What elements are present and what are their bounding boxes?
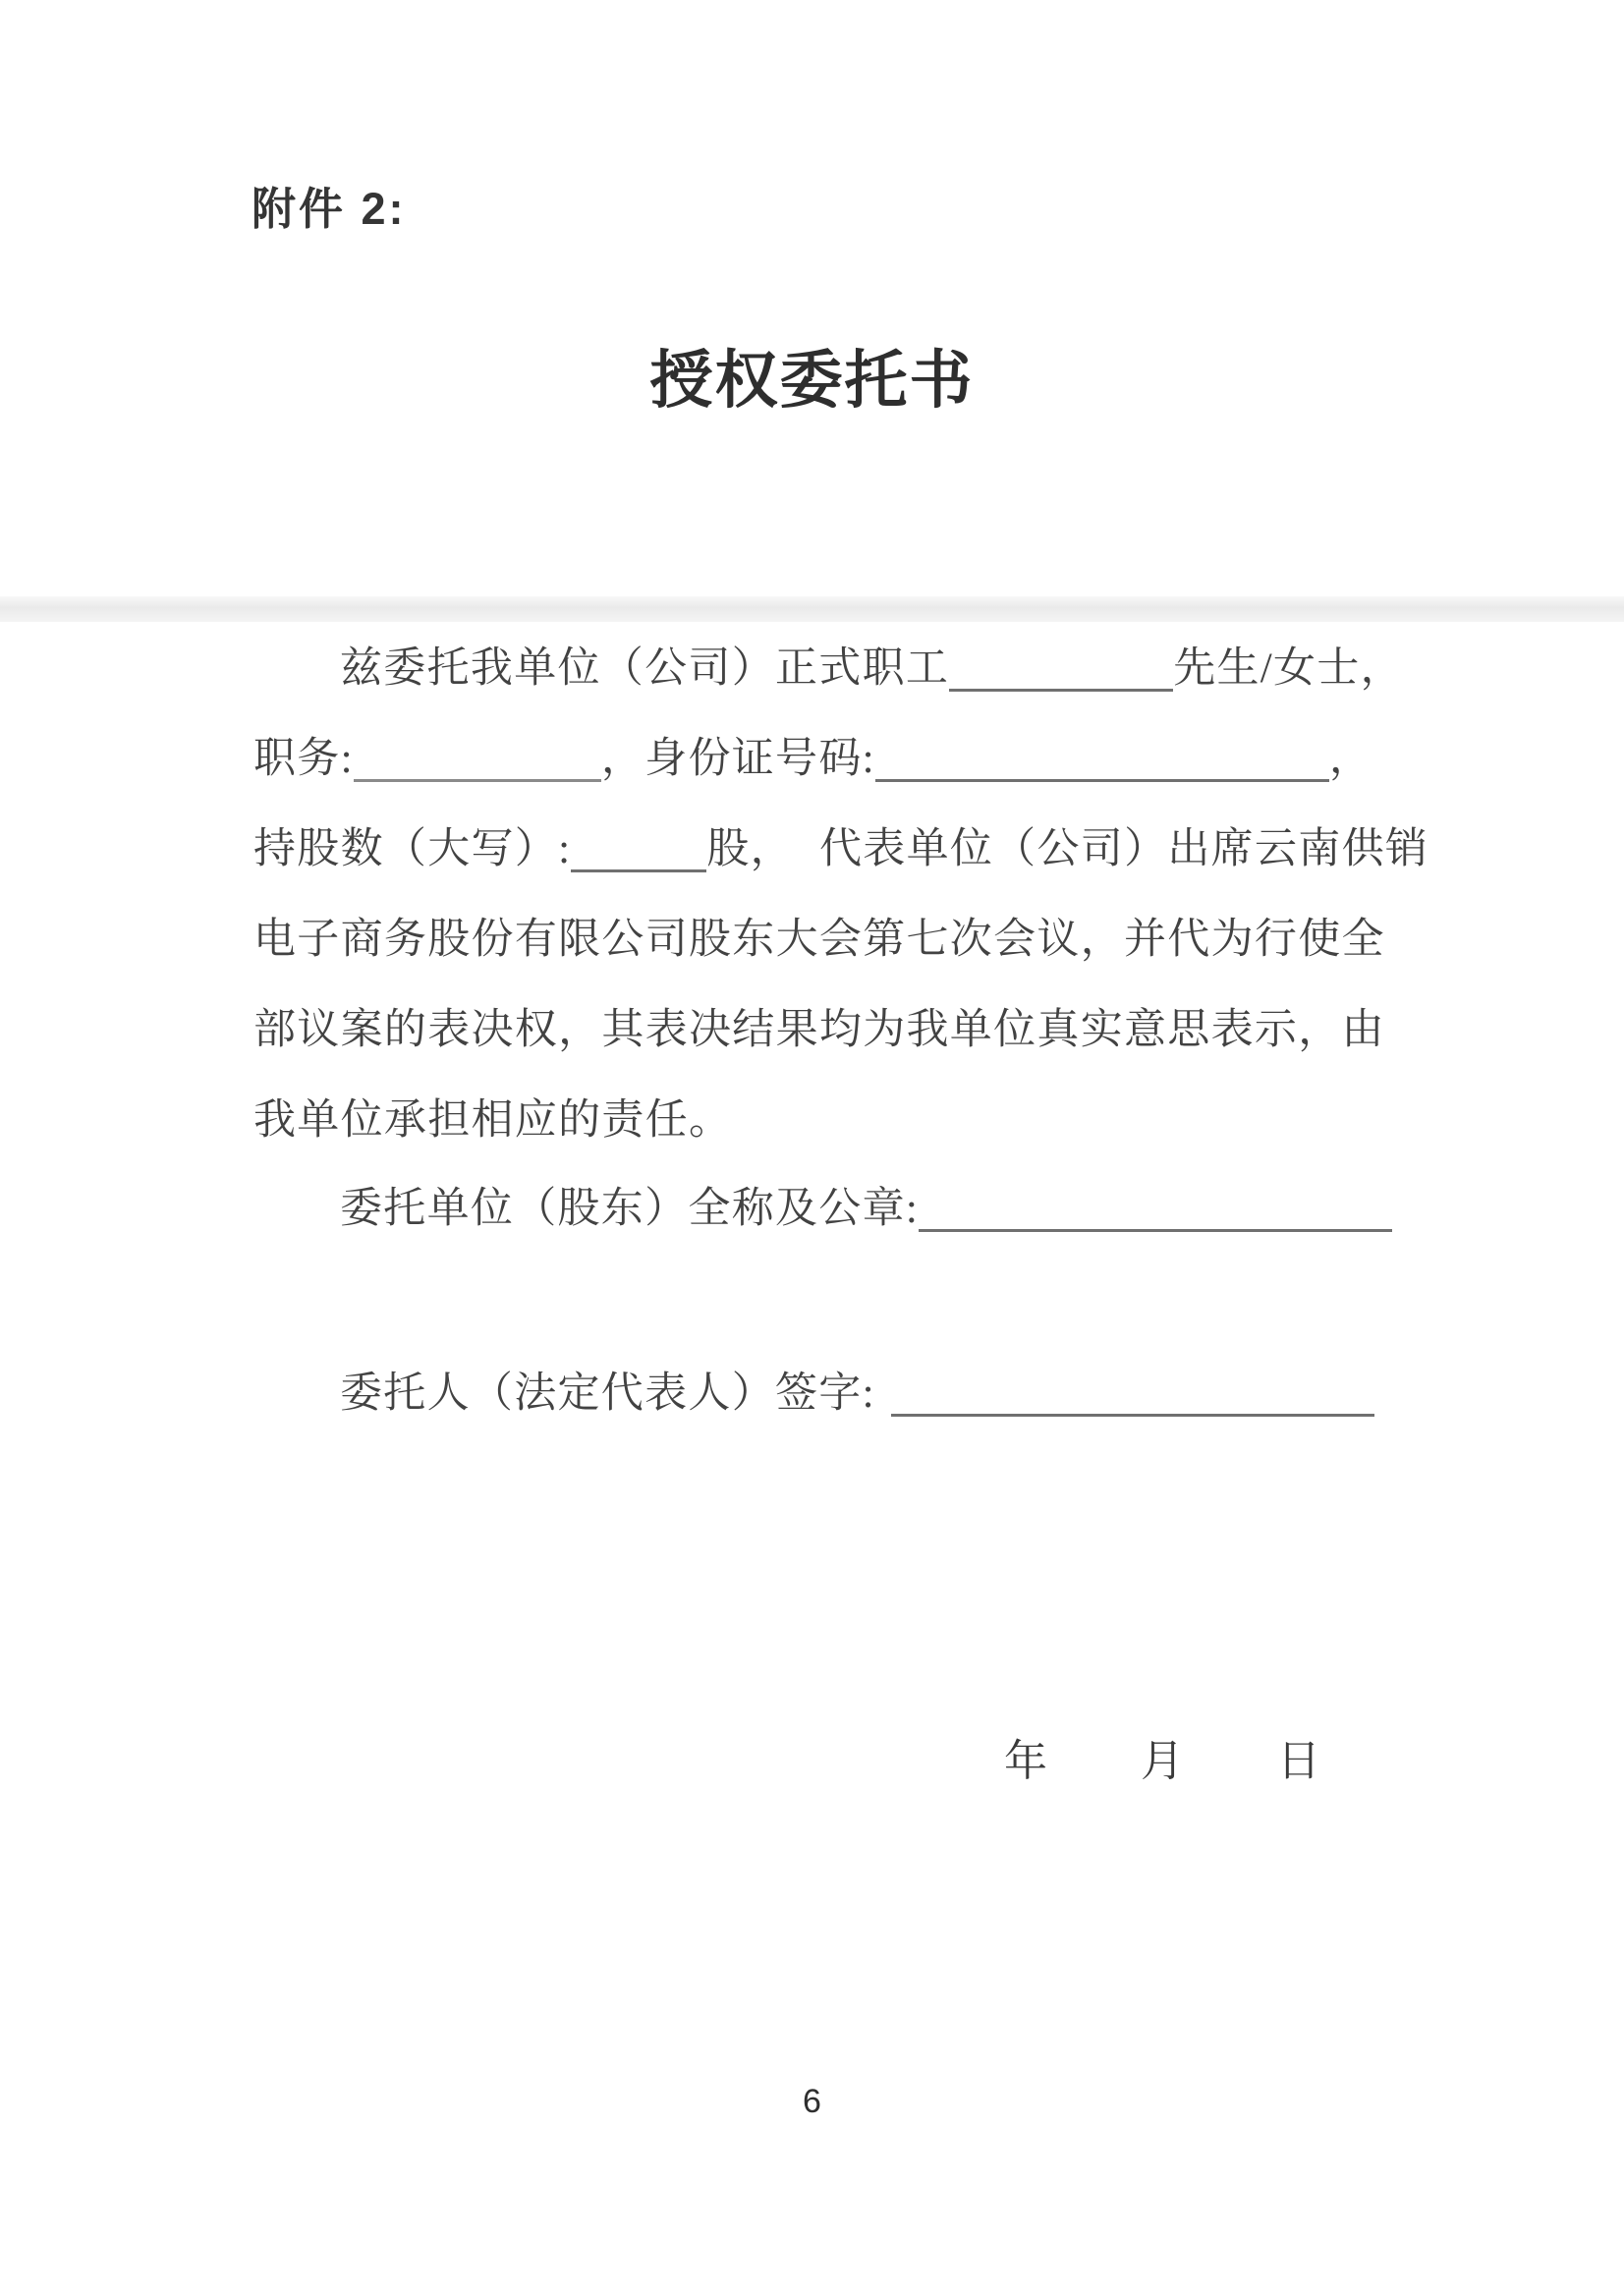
date-month-label: 月 <box>1141 1737 1184 1785</box>
attachment-label: 附件 2: <box>252 184 407 234</box>
date-year-label: 年 <box>1004 1737 1047 1785</box>
date-day-label: 日 <box>1277 1737 1320 1785</box>
blank-field-entity-name-seal <box>919 1190 1392 1232</box>
signature-person-line <box>253 1360 1403 1420</box>
body-line-1 <box>253 635 1403 695</box>
document-title: 授权委托书 <box>649 346 975 416</box>
line1-text-pre: 兹委托我单位（公司）正式职工 <box>340 645 950 692</box>
line2-trailing-comma: ， <box>1328 736 1373 782</box>
entity-signature-label: 委托单位（股东）全称及公章: <box>340 1186 920 1232</box>
scan-artifact-band <box>0 596 1624 622</box>
body-line-3 <box>253 815 1429 875</box>
body-line-4: 电子商务股份有限公司股东大会第七次会议，并代为行使全 <box>253 917 1385 963</box>
body-line-6: 我单位承担相应的责任。 <box>253 1097 733 1144</box>
date-line <box>1004 1725 1320 1788</box>
line3-label-shares: 持股数（大写）: <box>253 826 572 872</box>
blank-field-position <box>354 740 601 782</box>
body-line-5: 部议案的表决权，其表决结果均为我单位真实意思表示，由 <box>253 1007 1385 1053</box>
page-number: 6 <box>803 2083 821 2120</box>
body-line-2 <box>253 725 1403 785</box>
line3-shares-unit: 股， <box>706 826 794 872</box>
line2-label-id-number: ，身份证号码: <box>600 736 875 782</box>
line3-text-rest: 代表单位（公司）出席云南供销 <box>818 826 1429 872</box>
person-signature-label: 委托人（法定代表人）签字: <box>340 1371 875 1417</box>
line1-text-post: 先生/女士， <box>1173 645 1404 692</box>
blank-field-employee-name <box>949 649 1173 692</box>
blank-field-id-number <box>875 740 1329 782</box>
blank-field-share-count <box>571 830 706 872</box>
blank-field-person-signature <box>891 1374 1374 1417</box>
signature-entity-line <box>253 1175 1403 1235</box>
line2-label-position: 职务: <box>253 736 354 782</box>
